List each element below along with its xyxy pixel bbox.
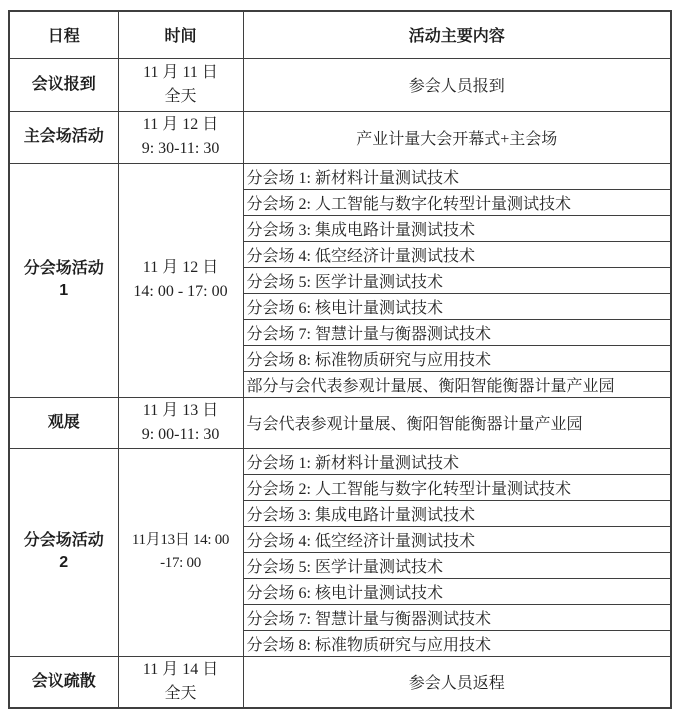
sub2-item-2: 分会场 2: 人工智能与数字化转型计量测试技术	[243, 474, 671, 500]
main-session-content: 产业计量大会开幕式+主会场	[243, 111, 671, 163]
departure-time-date: 11 月 14 日	[142, 660, 219, 678]
sub1-item-8: 分会场 8: 标准物质研究与应用技术	[243, 345, 671, 371]
checkin-content: 参会人员报到	[243, 58, 671, 111]
sub2-schedule	[9, 448, 118, 656]
row-main-session	[9, 111, 671, 163]
sub2-item-5: 分会场 5: 医学计量测试技术	[243, 552, 671, 578]
sub2-time-span: -17: 00	[160, 555, 201, 571]
departure-time	[118, 656, 243, 708]
main-session-time-span: 9: 30-11: 30	[141, 140, 220, 157]
header-content: 活动主要内容	[243, 11, 671, 58]
row-exhibition	[9, 397, 671, 448]
sub2-schedule-number: 2	[59, 554, 69, 571]
sub1-item-7: 分会场 7: 智慧计量与衡器测试技术	[243, 319, 671, 345]
departure-content: 参会人员返程	[243, 656, 671, 708]
sub2-item-7: 分会场 7: 智慧计量与衡器测试技术	[243, 604, 671, 630]
sub2-item-8: 分会场 8: 标准物质研究与应用技术	[243, 630, 671, 656]
checkin-time	[118, 58, 243, 111]
exhibition-time-span: 9: 00-11: 30	[141, 425, 220, 443]
sub1-time	[118, 163, 243, 397]
sub1-schedule-label: 分会场活动	[23, 260, 104, 277]
row-sub2-item	[9, 448, 671, 474]
row-checkin	[9, 58, 671, 111]
sub1-schedule-number: 1	[59, 282, 69, 299]
sub1-time-date: 11 月 12 日	[142, 259, 219, 276]
checkin-schedule: 会议报到	[9, 58, 118, 111]
exhibition-time-date: 11 月 13 日	[142, 401, 219, 419]
sub1-item-2: 分会场 2: 人工智能与数字化转型计量测试技术	[243, 189, 671, 215]
row-departure	[9, 656, 671, 708]
sub2-schedule-label: 分会场活动	[23, 532, 104, 549]
checkin-time-span: 全天	[164, 87, 197, 105]
sub1-item-9: 部分与会代表参观计量展、衡阳智能衡器计量产业园	[243, 371, 671, 397]
sub2-time	[118, 448, 243, 656]
exhibition-time	[118, 397, 243, 448]
main-session-time-date: 11 月 12 日	[142, 116, 219, 133]
header-time: 时间	[118, 11, 243, 58]
sub1-item-3: 分会场 3: 集成电路计量测试技术	[243, 215, 671, 241]
exhibition-schedule: 观展	[9, 397, 118, 448]
sub1-item-5: 分会场 5: 医学计量测试技术	[243, 267, 671, 293]
exhibition-content: 与会代表参观计量展、衡阳智能衡器计量产业园	[243, 397, 671, 448]
departure-time-span: 全天	[164, 684, 197, 702]
sub2-time-date: 11月13日 14: 00	[131, 532, 230, 548]
sub1-schedule	[9, 163, 118, 397]
departure-schedule: 会议疏散	[9, 656, 118, 708]
header-row	[9, 11, 671, 58]
header-schedule: 日程	[9, 11, 118, 58]
sub2-item-4: 分会场 4: 低空经济计量测试技术	[243, 526, 671, 552]
sub2-item-1: 分会场 1: 新材料计量测试技术	[243, 448, 671, 474]
sub2-item-3: 分会场 3: 集成电路计量测试技术	[243, 500, 671, 526]
sub1-item-1: 分会场 1: 新材料计量测试技术	[243, 163, 671, 189]
sub1-item-6: 分会场 6: 核电计量测试技术	[243, 293, 671, 319]
row-sub1-item	[9, 163, 671, 189]
checkin-time-date: 11 月 11 日	[143, 63, 218, 81]
sub1-item-4: 分会场 4: 低空经济计量测试技术	[243, 241, 671, 267]
main-session-schedule: 主会场活动	[9, 111, 118, 163]
main-session-time	[118, 111, 243, 163]
sub1-time-span: 14: 00 - 17: 00	[133, 283, 228, 300]
sub2-item-6: 分会场 6: 核电计量测试技术	[243, 578, 671, 604]
conference-schedule-table	[8, 10, 672, 709]
